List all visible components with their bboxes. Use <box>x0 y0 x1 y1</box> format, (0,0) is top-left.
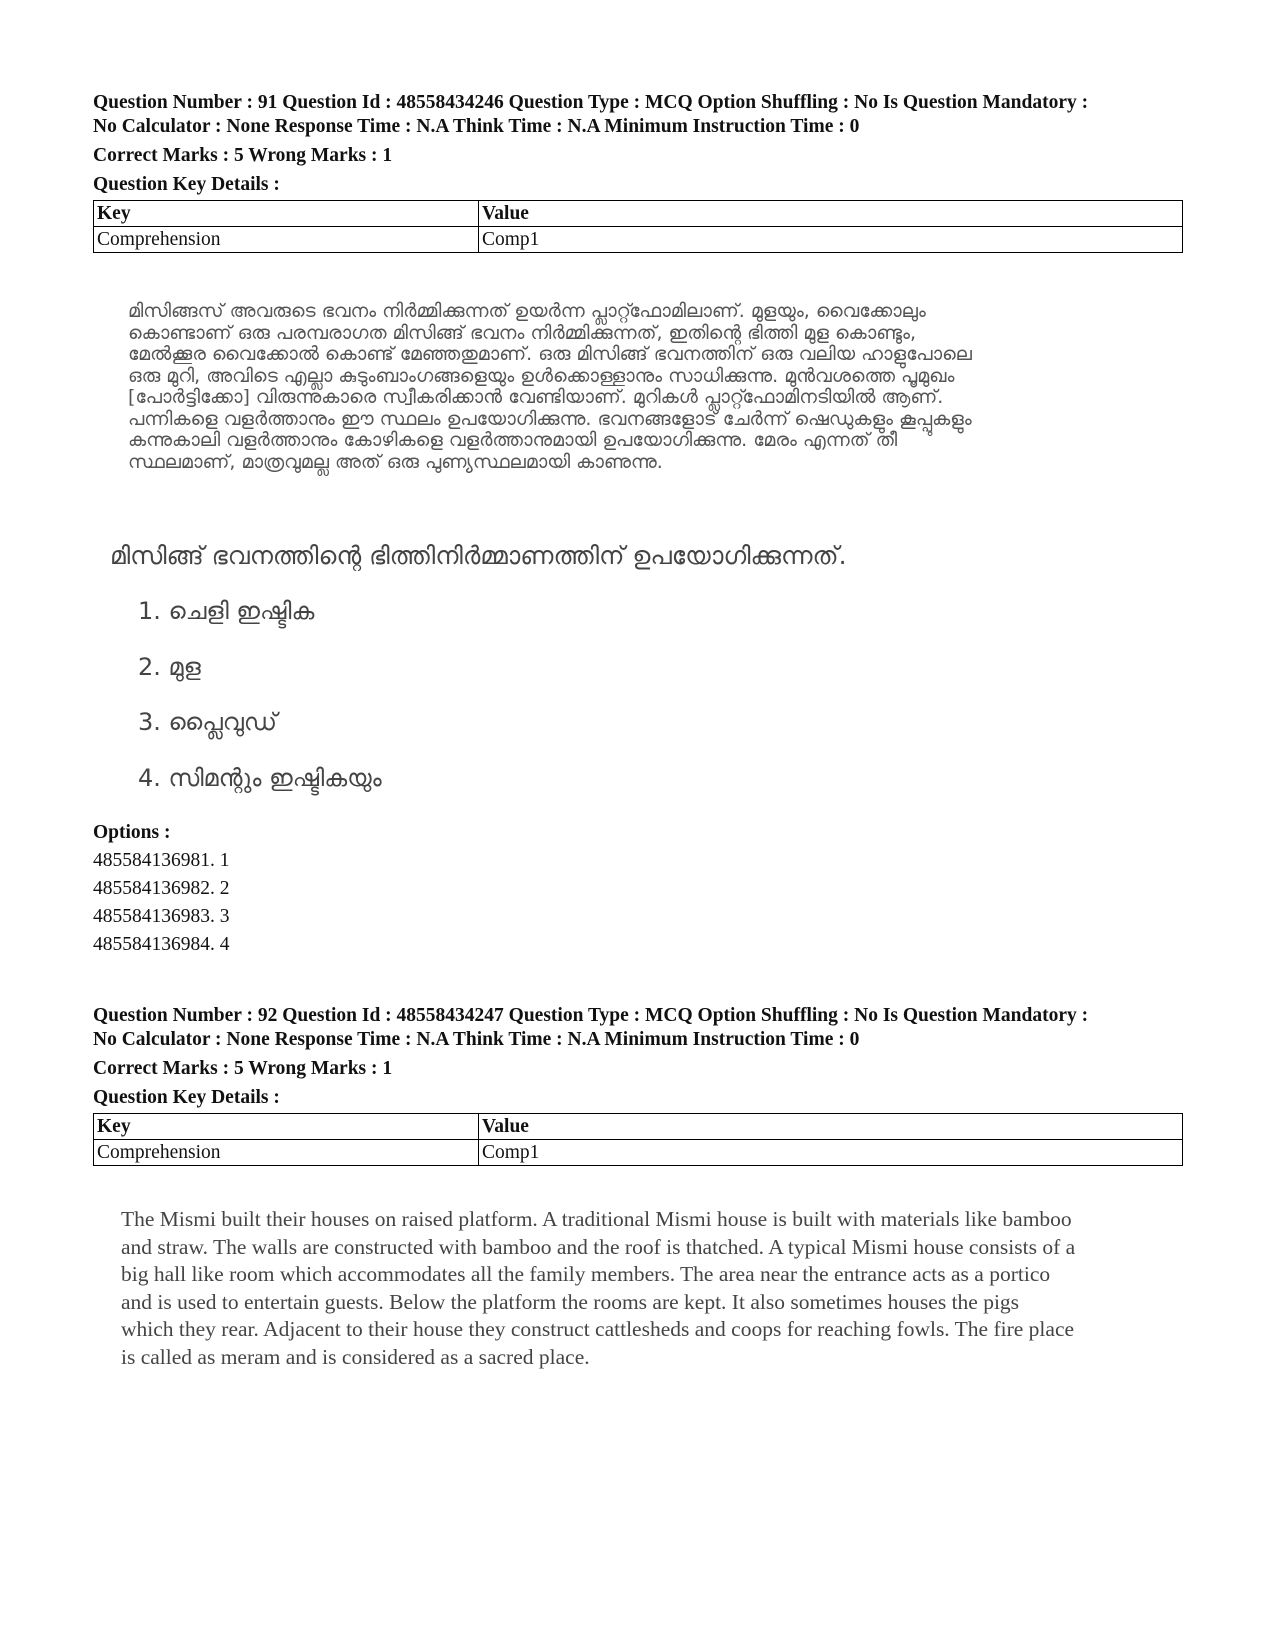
passage-line: കന്നുകാലി വളർത്താനും കോഴികളെ വളർത്താനുമായി ഉപയോഗിക്കുന്നു. മേരം എന്നത് തീ <box>128 429 898 451</box>
question-meta-line1: Question Number : 92 Question Id : 48558434247 Question Type : MCQ Option Shuffling : No Is Question Mandatory : <box>93 1005 1089 1026</box>
row-key: Comprehension <box>94 227 479 253</box>
table-header-row <box>94 201 1183 227</box>
option-id: 485584136983. 3 <box>93 906 230 927</box>
passage-line: പന്നികളെ വളർത്താനും ഈ സ്ഥലം ഉപയോഗിക്കുന്നു. ഭവനങ്ങളോട് ചേർന്ന് ഷെഡുകളും കൂപ്പുകളും <box>128 407 972 430</box>
question-meta-line1: Question Number : 91 Question Id : 48558434246 Question Type : MCQ Option Shuffling : No Is Question Mandatory : <box>93 92 1089 113</box>
header-value: Value <box>479 1114 1183 1140</box>
passage-line: മിസിങ്ങസ് അവരുടെ ഭവനം നിർമ്മിക്കുന്നത് ഉയർന്ന പ്ലാറ്റ്ഫോമിലാണ്. മുളയും, വൈക്കോലും <box>128 300 926 322</box>
key-details-label: Question Key Details : <box>93 174 280 195</box>
row-key: Comprehension <box>94 1140 479 1166</box>
passage-line: big hall like room which accommodates all the family members. The area near the entrance acts as a portico <box>121 1262 1051 1286</box>
marks-line: Correct Marks : 5 Wrong Marks : 1 <box>93 145 393 166</box>
answer-choice-4: 4. സിമന്റും ഇഷ്ടികയും <box>138 764 382 792</box>
passage-line: മേൽക്കൂര വൈക്കോൽ കൊണ്ട് മേഞ്ഞതുമാണ്. ഒരു മിസിങ്ങ് ഭവനത്തിന് ഒരു വലിയ ഹാളുപോലെ <box>128 343 972 365</box>
marks-line: Correct Marks : 5 Wrong Marks : 1 <box>93 1058 393 1079</box>
option-id: 485584136981. 1 <box>93 850 230 871</box>
header-key: Key <box>94 1114 479 1140</box>
header-value: Value <box>479 201 1183 227</box>
key-details-label: Question Key Details : <box>93 1087 280 1108</box>
passage-line: കൊണ്ടാണ് ഒരു പരമ്പരാഗത മിസിങ്ങ് ഭവനം നിർമ്മിക്കുന്നത്, ഇതിന്റെ ഭിത്തി മുള കൊണ്ടും, <box>128 321 917 344</box>
option-id: 485584136984. 4 <box>93 934 230 955</box>
question-91-header <box>93 91 1183 253</box>
comprehension-passage-malayalam <box>128 301 1188 473</box>
passage-line: [പോർട്ടിക്കോ] വിരുന്നുകാരെ സ്വീകരിക്കാൻ വേണ്ടിയാണ്. മുറികൾ പ്ലാറ്റ്ഫോമിനടിയിൽ ആണ്. <box>128 386 944 408</box>
row-value: Comp1 <box>479 227 1183 253</box>
passage-line: സ്ഥലമാണ്, മാത്രവുമല്ല അത് ഒരു പുണ്യസ്ഥലമായി കാണുന്നു. <box>128 450 663 473</box>
answer-choice-3: 3. പ്ലൈവുഡ് <box>138 708 277 736</box>
option-id: 485584136982. 2 <box>93 878 230 899</box>
key-details-table <box>93 1113 1183 1166</box>
passage-line: is called as meram and is considered as a sacred place. <box>121 1344 590 1369</box>
question-92-header <box>93 1004 1183 1166</box>
passage-line: The Mismi built their houses on raised platform. A traditional Mismi house is built with materials like bamboo <box>121 1207 1072 1231</box>
options-label: Options : <box>93 822 171 843</box>
row-value: Comp1 <box>479 1140 1183 1166</box>
question-meta-line2: No Calculator : None Response Time : N.A Think Time : N.A Minimum Instruction Time : 0 <box>93 116 860 137</box>
passage-line: and straw. The walls are constructed with bamboo and the roof is thatched. A typical Mismi house consists of a <box>121 1234 1076 1259</box>
comprehension-passage-english <box>121 1206 1181 1371</box>
passage-line: ഒരു മുറി, അവിടെ എല്ലാ കുടുംബാംഗങ്ങളെയും ഉൾക്കൊള്ളാനും സാധിക്കുന്നു. മുൻവശത്തെ പൂമുഖം <box>128 364 955 387</box>
passage-line: and is used to entertain guests. Below the platform the rooms are kept. It also sometimes houses the pigs <box>121 1289 1020 1314</box>
header-key: Key <box>94 201 479 227</box>
table-header-row <box>94 1114 1183 1140</box>
key-details-table <box>93 200 1183 253</box>
answer-choice-2: 2. മുള <box>138 653 201 681</box>
passage-line: which they rear. Adjacent to their house they construct cattlesheds and coops for reaching fowls. The fire place <box>121 1317 1075 1341</box>
table-row <box>94 227 1183 253</box>
question-stem: മിസിങ്ങ് ഭവനത്തിന്റെ ഭിത്തിനിർമ്മാണത്തിന് ഉപയോഗിക്കുന്നത്. <box>110 541 847 570</box>
answer-choice-1: 1. ചെളി ഇഷ്ടിക <box>138 597 315 625</box>
table-row <box>94 1140 1183 1166</box>
question-meta-line2: No Calculator : None Response Time : N.A Think Time : N.A Minimum Instruction Time : 0 <box>93 1029 860 1050</box>
